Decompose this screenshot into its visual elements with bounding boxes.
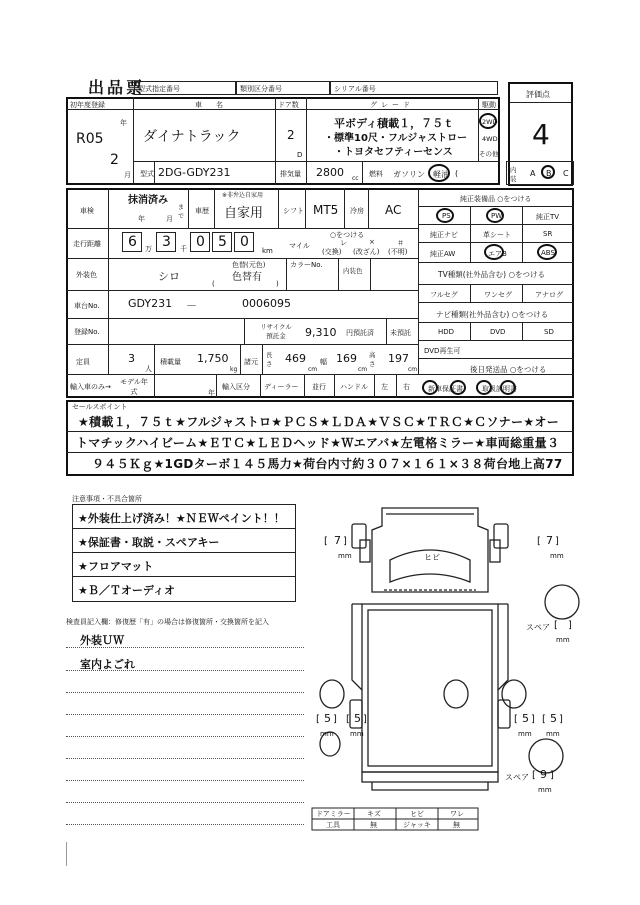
windshield-note: ヒビ (424, 553, 440, 562)
rear-left-2-mm: mm (350, 730, 364, 738)
ac-label: 冷房 (350, 207, 364, 215)
inspector-item-2: 室内よごれ (80, 658, 135, 671)
sales-point-line-3: ９４５Ｋｇ★1GDターボ１４５馬力★荷台内寸約３０７×１６１×３８荷台地上高77 (92, 457, 563, 471)
spare-top-label: スペア (526, 623, 550, 632)
fuel-label: 燃料 (369, 170, 383, 178)
swap-label: (交換) (322, 248, 342, 256)
rear-left-2-bracket-close: ] (363, 714, 367, 725)
handle-left: 左 (381, 383, 388, 391)
sales-point-line-1: ★積載１，７５ｔ★フルジャストロ★ＰＣＳ★ＬＤＡ★ＶＳＣ★ＴＲＣ★Ｃソナー★オー (78, 415, 560, 429)
spare-bottom-mm: mm (538, 786, 552, 794)
handle-label: ハンドル (340, 383, 368, 391)
width-label: 幅 (320, 358, 327, 366)
fuel-alt: 軽油 (433, 170, 449, 179)
equip-ps: PS (442, 212, 451, 220)
rear-right-1-value: 5 (522, 712, 529, 725)
purpose-label: 車歴 (195, 207, 209, 215)
unknown-label: (改ざん) (353, 248, 380, 256)
drive-opt-other: その他 (479, 150, 499, 158)
form-title: 出品票 (88, 78, 146, 97)
rear-right-1-bracket: [ (514, 714, 518, 725)
spare-bottom-value: 9 (540, 768, 547, 781)
capacity-value: 3 (128, 352, 135, 365)
rear-left-2-bracket: [ (346, 714, 350, 725)
cc-unit: cc (352, 175, 359, 182)
month-unit: 月 (124, 171, 131, 179)
reg-label: 登録No. (74, 328, 100, 336)
spare-bottom-bracket-close: ] (550, 770, 554, 781)
spare-top-bracket-close: ] (568, 620, 572, 631)
height-cm: cm (408, 366, 418, 373)
front-right-value: 7 (546, 534, 553, 547)
tv-title: TV種類(社外品含む) ○をつける (438, 270, 545, 279)
tv-analog: アナログ (535, 291, 563, 299)
inspection-year: 年 (138, 215, 145, 223)
chassis-number: 0006095 (242, 297, 291, 310)
car-name-label: 車名 (195, 101, 237, 109)
spare-top-bracket: [ (554, 620, 558, 631)
interior-b: B (546, 169, 552, 178)
recycle-amount: 9,310 (305, 326, 337, 339)
model-label: 型式 (140, 170, 154, 178)
navi-hdd: HDD (438, 328, 455, 336)
legend-header-1: ドアミラー (316, 810, 351, 818)
not-deposited: 未預託 (390, 329, 411, 337)
equip-sr: SR (543, 230, 553, 238)
mileage-digit-4: 5 (218, 234, 227, 250)
model-value: 2DG-GDY231 (158, 166, 231, 179)
capacity-label: 定員 (76, 358, 90, 366)
spare-bottom-bracket: [ (532, 770, 536, 781)
legend-value-4: 無 (453, 821, 460, 829)
first-reg-month: 2 (110, 152, 119, 168)
inspector-item-1: 外装ＵＷ (80, 634, 124, 647)
person-unit: 人 (145, 365, 152, 373)
kg-unit: kg (230, 366, 238, 373)
equipment-title: 純正装備品 ○をつける (460, 195, 532, 203)
navi-title: ナビ種類(社外品含む) ○をつける (436, 310, 549, 319)
rear-right-2-bracket: [ (542, 714, 546, 725)
car-name-value: ダイナトラック (143, 129, 241, 145)
model-year-label: モデル年式 (120, 378, 148, 396)
shift-label: シフト (283, 207, 304, 215)
front-right-bracket: [ (537, 536, 541, 547)
sales-point-line-2: トマチックハイビーム★ＥＴＣ★ＬＥＤヘッド★Ｗエアバ★左電格ミラー★車両総重量３ (76, 436, 560, 450)
spare-bottom-label: スペア (505, 773, 529, 782)
doors-value: 2 (287, 128, 295, 142)
shift-value: MT5 (313, 203, 339, 217)
mark-hash: ＃ (397, 239, 404, 247)
docs-warranty: 新車保証書 (428, 385, 463, 393)
inspector-label: 検査員記入欄：修復歴「有」の場合は修復箇所・交換箇所を記入 (66, 618, 269, 626)
dealer-option: ディーラー (264, 383, 299, 391)
mileage-label: 走行距離 (73, 240, 101, 248)
legend-header-4: ワレ (450, 810, 464, 818)
front-left-value: 7 (334, 534, 341, 547)
interior-color-label: 内装色 (343, 267, 363, 275)
color-no-label: カラーNo. (290, 261, 323, 269)
notes-label: 注意事項・不具合箇所 (72, 495, 142, 503)
first-reg-label: 初年度登録 (70, 101, 105, 109)
mark-v: レ (340, 239, 347, 247)
mileage-digit-5: 0 (240, 234, 249, 250)
rear-left-1-mm: mm (320, 730, 334, 738)
exterior-value: シロ (158, 270, 180, 283)
length-cm: cm (308, 366, 318, 373)
purpose-value: 自家用 (224, 206, 264, 221)
rear-right-2-mm: mm (546, 730, 560, 738)
color-change-label: 色替(元色) (232, 261, 266, 269)
width-value: 169 (336, 352, 357, 365)
grade-value: 4 (532, 118, 550, 151)
length-label: 長さ (266, 351, 273, 368)
man-unit: 万 (145, 245, 152, 253)
rear-left-2-value: 5 (354, 712, 361, 725)
inspection-range: まで (178, 204, 185, 220)
dim-label: 諸元 (244, 358, 258, 366)
chassis-label: 車台No. (74, 302, 100, 310)
legend-value-1: 工具 (326, 821, 340, 829)
legend-header-2: キズ (367, 810, 381, 818)
color-paren-close: ) (276, 280, 279, 288)
legend-value-3: ジャッキ (403, 821, 431, 829)
header-col-1-label: 型式指定番号 (138, 85, 180, 93)
navi-sd: SD (544, 328, 554, 336)
docs-manual: 取扱説明書 (482, 385, 517, 393)
front-left-bracket-close: ] (343, 536, 347, 547)
first-reg-era-year: R05 (76, 131, 104, 147)
legend-header-3: ヒビ (410, 810, 424, 818)
inv-label: (不明) (388, 248, 408, 256)
fuel-value: ガソリン (393, 170, 425, 179)
rear-right-1-mm: mm (518, 730, 532, 738)
rear-right-2-value: 5 (550, 712, 557, 725)
navi-dvd: DVD (490, 328, 506, 336)
handle-right: 右 (403, 383, 410, 391)
inspection-value: 抹消済み (128, 195, 168, 206)
mileage-digit-2: 3 (162, 234, 171, 250)
year-unit: 年 (120, 119, 127, 127)
interior-c: C (563, 169, 569, 178)
load-value: 1,750 (197, 352, 229, 365)
ac-value: AC (385, 203, 402, 217)
tv-full: フルセグ (430, 291, 458, 299)
grade-col-label: グレード (370, 101, 414, 109)
equip-leather: 革シート (483, 231, 511, 239)
drive-opt-4wd: 4WD (482, 135, 498, 143)
chassis-dash: － (186, 299, 197, 312)
displacement-label: 排気量 (280, 170, 301, 178)
drive-label: 駆動 (482, 101, 496, 109)
note-3: ★フロアマット (78, 560, 154, 573)
spare-top-mm: mm (556, 636, 570, 644)
grade-line-1: 平ボディ積載１，７５ｔ (334, 117, 455, 130)
recycle-label: リサイクル預託金 (260, 323, 292, 340)
width-cm: cm (358, 366, 368, 373)
purpose-note: ※非弁込自家用 (222, 192, 264, 199)
color-change-value: 色替有 (232, 272, 262, 283)
model-year-unit: 年 (208, 389, 215, 397)
fuel-paren: ( (455, 169, 459, 178)
inspection-month: 月 (166, 215, 173, 223)
exterior-label: 外装色 (76, 271, 97, 279)
rear-left-1-value: 5 (324, 712, 331, 725)
equip-airbag: エアB (488, 250, 507, 258)
note-2: ★保証書・取説・スペアキー (78, 536, 220, 549)
import-route-label: 輸入区分 (222, 383, 250, 391)
grade-label: 評価点 (526, 90, 550, 99)
recycle-yen: 円預託済 (346, 329, 374, 337)
equip-abs: ABS (541, 249, 555, 257)
height-label: 高さ (369, 351, 376, 368)
load-label: 積載量 (160, 358, 181, 366)
mileage-digit-3: 0 (196, 234, 205, 250)
front-right-bracket-close: ] (555, 536, 559, 547)
doors-label: ドア数 (278, 101, 299, 109)
parallel-option: 並行 (312, 383, 326, 391)
legend-value-2: 無 (370, 821, 377, 829)
inspection-label: 車検 (80, 207, 94, 215)
equip-tv: 純正TV (536, 213, 560, 221)
import-label: 輸入車のみ→ (70, 383, 111, 391)
front-right-mm: mm (550, 552, 564, 560)
drive-opt-2wd: 2WD (482, 118, 498, 126)
doors-suffix: D (297, 151, 303, 159)
equip-navi: 純正ナビ (430, 231, 458, 239)
chassis-model: GDY231 (128, 297, 173, 310)
dvd-play: DVD再生可 (424, 347, 461, 355)
rear-right-1-bracket-close: ] (531, 714, 535, 725)
km-unit: km (262, 247, 273, 255)
front-left-bracket: [ (324, 536, 328, 547)
displacement-value: 2800 (316, 166, 344, 179)
equip-aw: 純正AW (430, 250, 456, 258)
tv-one: ワンセグ (484, 291, 512, 299)
rear-left-1-bracket-close: ] (333, 714, 337, 725)
interior-a: A (530, 169, 536, 178)
length-value: 469 (285, 352, 306, 365)
interior-label: 内装 (510, 166, 517, 183)
rear-left-1-bracket: [ (316, 714, 320, 725)
docs-title: 後日発送品 ○をつける (470, 365, 547, 374)
rear-right-2-bracket-close: ] (559, 714, 563, 725)
equip-pw: PW (491, 212, 503, 220)
front-left-mm: mm (338, 552, 352, 560)
height-value: 197 (388, 352, 409, 365)
color-paren-open: ( (212, 280, 215, 288)
sales-points-label: セールスポイント (72, 403, 128, 411)
sen-unit: 千 (180, 245, 187, 253)
header-col-3-label: シリアル番号 (334, 85, 376, 93)
grade-line-3: ・トヨタセフティーセンス (334, 147, 453, 158)
header-col-2-label: 類別区分番号 (240, 85, 282, 93)
circle-note: ○をつける (330, 231, 365, 239)
grade-line-2: ・標準10尺・フルジャストロー (324, 133, 468, 144)
note-1: ★外装仕上げ済み！★ＮＥＷペイント！！ (78, 512, 285, 525)
mark-x: × (369, 238, 375, 246)
mileage-digit-1: 6 (128, 234, 137, 250)
mile-label: マイル (289, 242, 310, 250)
note-4: ★Ｂ／Ｔオーディオ (78, 584, 175, 597)
